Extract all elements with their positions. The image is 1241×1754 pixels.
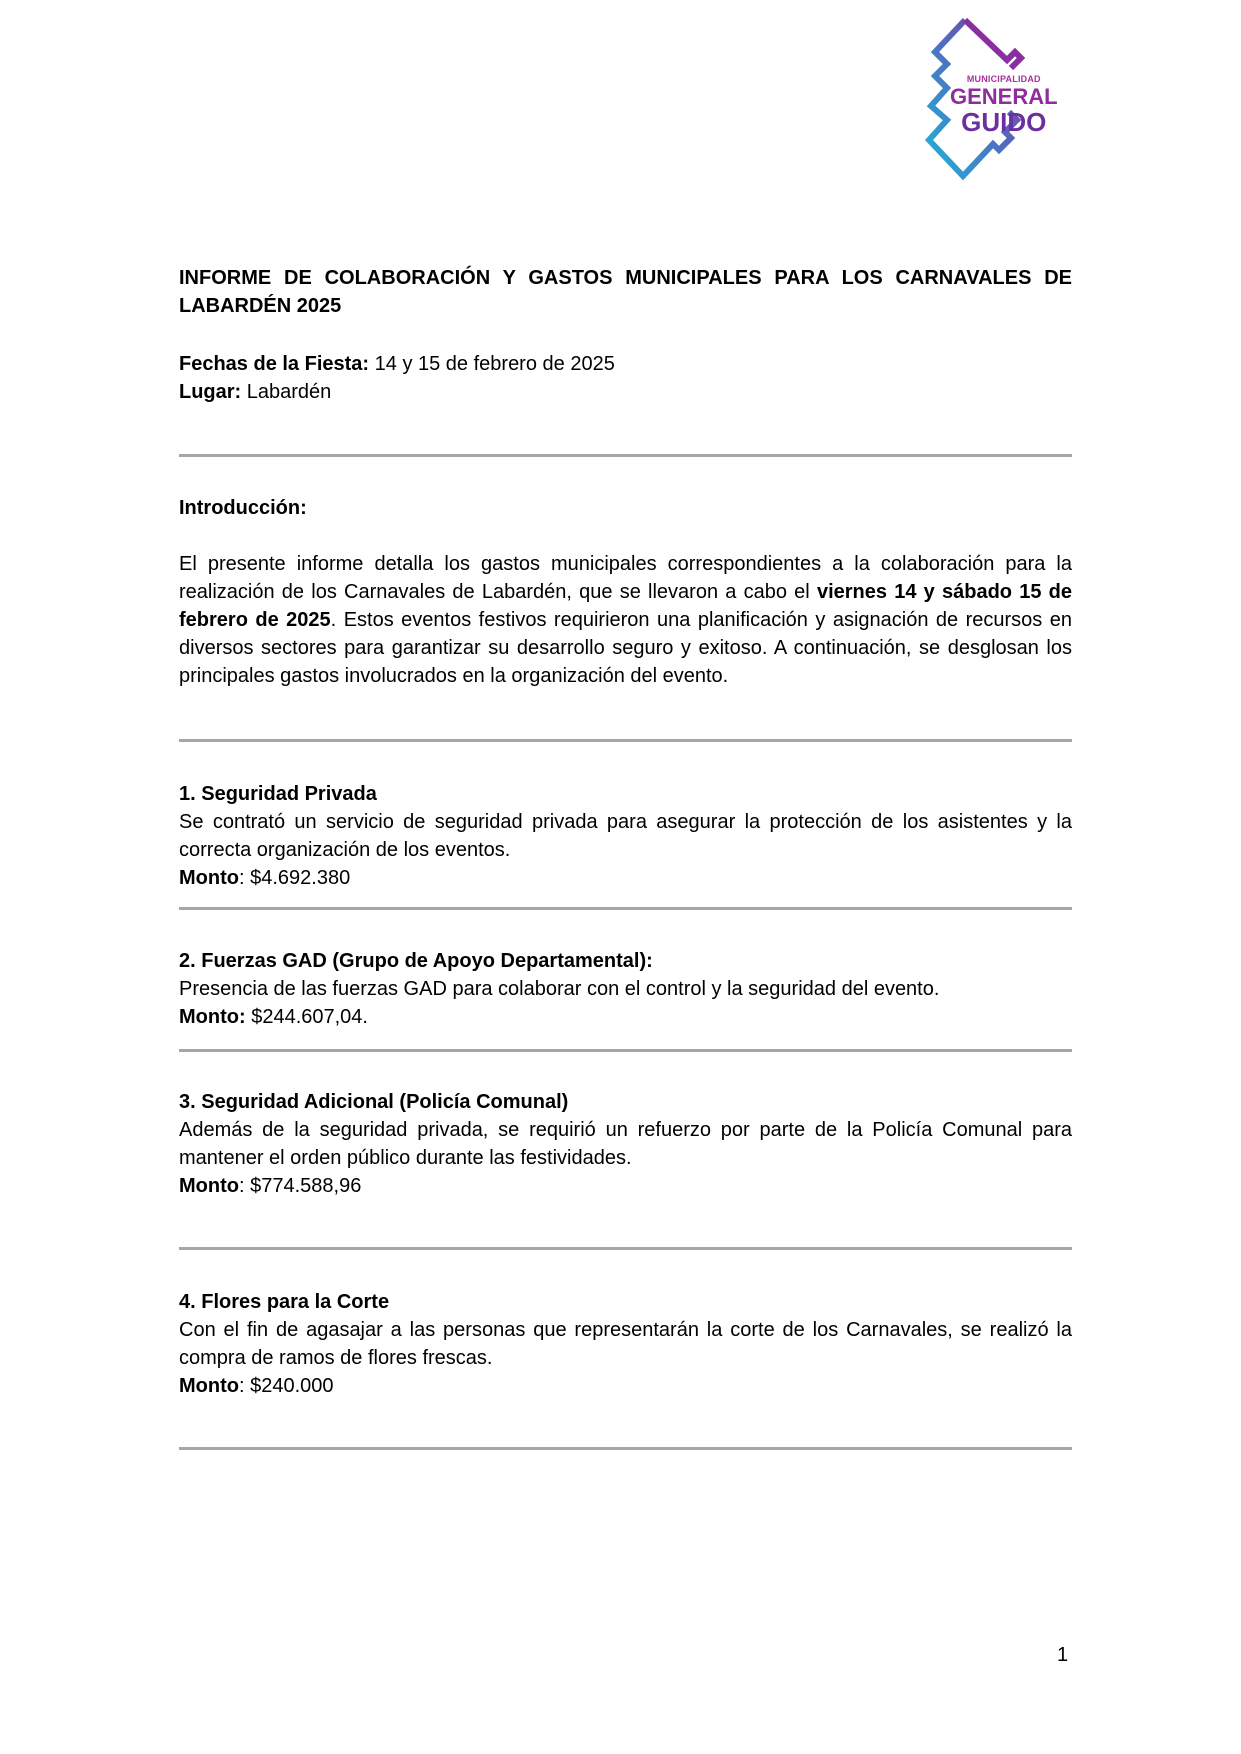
section-description: Además de la seguridad privada, se requirió un refuerzo por parte de la Policía Comunal para mantener el orden público durante las festividades. [179, 1119, 1072, 1169]
amount-label: Monto [179, 1175, 239, 1197]
amount-label: Monto: [179, 1006, 246, 1028]
section-amount [179, 1003, 1072, 1031]
section-description: Se contrató un servicio de seguridad privada para asegurar la protección de los asistentes y la correcta organización de los eventos. [179, 811, 1072, 861]
section-amount [179, 1172, 1072, 1200]
divider [179, 1247, 1072, 1250]
page-number: 1 [1057, 1644, 1069, 1666]
amount-value: $244.607,04. [245, 1006, 368, 1028]
document-title: INFORME DE COLABORACIÓN Y GASTOS MUNICIPALES PARA LOS CARNAVALES DE LABARDÉN 2025 [179, 267, 1072, 317]
section-heading: 4. Flores para la Corte [179, 1291, 390, 1313]
amount-value: : $774.588,96 [238, 1175, 362, 1197]
amount-value: : $240.000 [238, 1375, 334, 1397]
divider [179, 1049, 1072, 1052]
event-meta [179, 350, 1072, 406]
expense-section-4 [179, 1288, 1072, 1400]
event-place [179, 378, 1072, 406]
section-amount [179, 1372, 1072, 1400]
divider [179, 739, 1072, 742]
section-heading: 3. Seguridad Adicional (Policía Comunal) [179, 1091, 569, 1113]
section-description: Presencia de las fuerzas GAD para colaborar con el control y la seguridad del evento. [179, 978, 940, 1000]
divider [179, 454, 1072, 457]
divider [179, 1447, 1072, 1450]
event-dates [179, 350, 1072, 378]
section-heading: 2. Fuerzas GAD (Grupo de Apoyo Departamental): [179, 950, 653, 972]
amount-label: Monto [179, 1375, 239, 1397]
section-amount [179, 864, 1072, 892]
logo-line-3: GUIDO [961, 107, 1047, 137]
intro-paragraph [179, 550, 1072, 690]
logo-line-2: GENERAL [950, 84, 1058, 109]
expense-section-1 [179, 780, 1072, 892]
expense-section-2 [179, 947, 1072, 1031]
expense-section-3 [179, 1088, 1072, 1200]
amount-label: Monto [179, 867, 239, 889]
place-value: Labardén [241, 381, 332, 403]
intro-text-1: El presente informe detalla los gastos municipales correspondientes a la colaboración para la realización de los Carnavales de Labardén, que se llevaron a cabo el [179, 553, 1072, 603]
logo-line-1: MUNICIPALIDAD [966, 74, 1041, 84]
divider [179, 907, 1072, 910]
section-heading: 1. Seguridad Privada [179, 783, 377, 805]
intro-heading: Introducción: [179, 497, 307, 519]
intro-text-2: . Estos eventos festivos requirieron una planificación y asignación de recursos en diversos sectores para garantizar su desarrollo seguro y exitoso. A continuación, se desglosan los principales gastos involucrados en la organización del evento. [179, 609, 1073, 687]
amount-value: : $4.692.380 [238, 867, 351, 889]
dates-label: Fechas de la Fiesta: [179, 353, 370, 375]
dates-value: 14 y 15 de febrero de 2025 [369, 353, 615, 375]
place-label: Lugar: [179, 381, 242, 403]
section-description: Con el fin de agasajar a las personas que representarán la corte de los Carnavales, se realizó la compra de ramos de flores frescas. [179, 1319, 1072, 1369]
logo-wordmark [950, 75, 1058, 135]
intro-text-bold: viernes 14 y sábado 15 de febrero de 2025 [179, 581, 1072, 631]
